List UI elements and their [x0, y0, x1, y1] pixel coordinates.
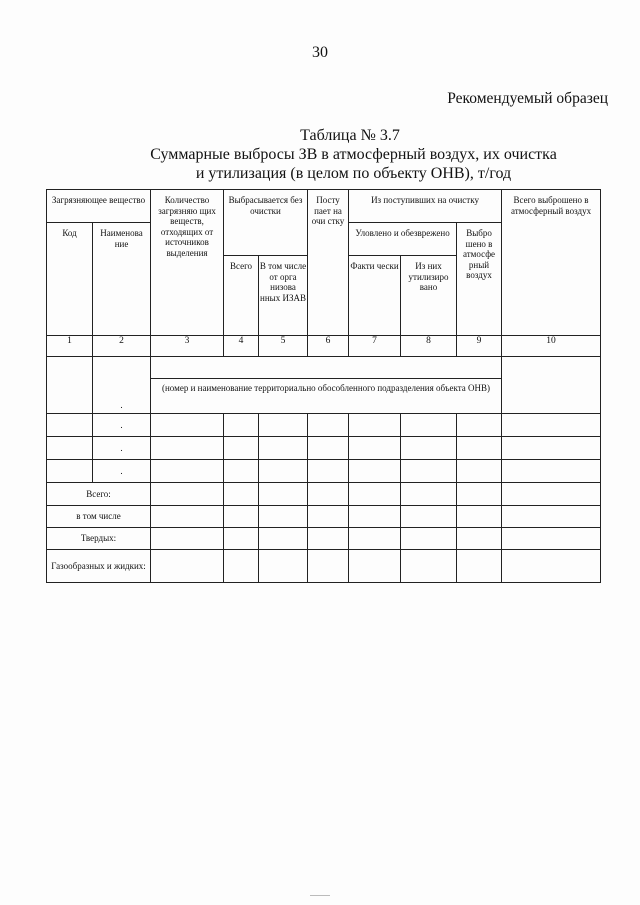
table-cell: [259, 483, 308, 506]
table-cell: [401, 550, 457, 583]
table-cell: [259, 506, 308, 528]
header-pollutant: Загрязняющее вещество: [47, 190, 151, 223]
column-number: 3: [151, 336, 224, 357]
table-cell: [47, 437, 93, 460]
table-cell: [308, 483, 349, 506]
header-emitted-atm: Выбро шено в атмосфе рный воздух: [457, 223, 502, 336]
table-cell: [259, 528, 308, 550]
table-cell: [349, 414, 401, 437]
table-cell: [308, 414, 349, 437]
table-cell: [502, 414, 601, 437]
column-number: 7: [349, 336, 401, 357]
table-cell: [47, 414, 93, 437]
table-cell: [151, 414, 224, 437]
header-actual: Факти чески: [349, 256, 401, 336]
table-cell: [224, 460, 259, 483]
table-cell: [502, 437, 601, 460]
table-cell: [401, 528, 457, 550]
table-cell: [349, 550, 401, 583]
table-cell: [401, 437, 457, 460]
table-cell: [151, 460, 224, 483]
scan-mark: [310, 895, 330, 896]
sample-label: Рекомендуемый образец: [447, 90, 608, 107]
header-to-cleaning: Посту пает на очи стку: [308, 190, 349, 336]
table-cell: [401, 506, 457, 528]
table-cell: [308, 460, 349, 483]
table-cell: .: [93, 357, 151, 414]
table-cell: [308, 506, 349, 528]
header-incl-org: В том числе от орга низова нных ИЗАВ: [259, 256, 308, 336]
column-number: 6: [308, 336, 349, 357]
table-number: Таблица № 3.7: [300, 127, 400, 144]
table-cell: [151, 357, 502, 379]
table-cell: [349, 483, 401, 506]
table-cell: [151, 528, 224, 550]
table-cell: [401, 460, 457, 483]
subdivision-note: (номер и наименование территориально обособленного подразделения объекта ОНВ): [151, 379, 502, 414]
table-cell: [224, 414, 259, 437]
table-title-line-2: и утилизация (в целом по объекту ОНВ), т/год: [195, 165, 512, 182]
header-code: Код: [47, 223, 93, 336]
summary-solid-label: Твердых:: [47, 528, 151, 550]
table-title-line-1: Суммарные выбросы ЗВ в атмосферный воздух, их очистка: [150, 146, 557, 163]
table-cell: [457, 437, 502, 460]
table-cell: [457, 506, 502, 528]
column-number: 5: [259, 336, 308, 357]
header-emitted-no-cleaning: Выбрасывается без очистки: [224, 190, 308, 256]
table-cell: [349, 437, 401, 460]
table-cell: [502, 357, 601, 414]
table-cell: [457, 550, 502, 583]
header-total: Всего: [224, 256, 259, 336]
column-number: 8: [401, 336, 457, 357]
table-cell: [259, 460, 308, 483]
table-cell: [308, 528, 349, 550]
table-cell: [457, 528, 502, 550]
table-cell: [457, 460, 502, 483]
table-cell: [502, 506, 601, 528]
column-number: 1: [47, 336, 93, 357]
table-cell: [224, 550, 259, 583]
table-cell: [47, 357, 93, 414]
table-cell: [502, 483, 601, 506]
table-cell: [502, 460, 601, 483]
table-cell: [151, 550, 224, 583]
summary-including-label: в том числе: [47, 506, 151, 528]
table-cell: .: [93, 460, 151, 483]
table-cell: [308, 550, 349, 583]
summary-total-label: Всего:: [47, 483, 151, 506]
column-number: 4: [224, 336, 259, 357]
table-cell: [259, 437, 308, 460]
table-cell: [151, 483, 224, 506]
table-cell: [259, 414, 308, 437]
table-cell: [457, 483, 502, 506]
table-cell: [224, 506, 259, 528]
column-number: 10: [502, 336, 601, 357]
emissions-table: [46, 189, 601, 583]
table-title: [0, 145, 640, 183]
table-cell: [457, 414, 502, 437]
table-cell: [308, 437, 349, 460]
table-cell: [502, 550, 601, 583]
column-number: 9: [457, 336, 502, 357]
table-cell: [151, 506, 224, 528]
table-cell: [224, 437, 259, 460]
table-cell: [349, 528, 401, 550]
table-cell: .: [93, 437, 151, 460]
header-total-atm: Всего выброшено в атмосферный воздух: [502, 190, 601, 336]
table-cell: [349, 506, 401, 528]
column-number: 2: [93, 336, 151, 357]
header-name: Наименова ние: [93, 223, 151, 336]
table-cell: [349, 460, 401, 483]
table-cell: [224, 528, 259, 550]
table-cell: [401, 414, 457, 437]
header-from-cleaning: Из поступивших на очистку: [349, 190, 502, 223]
table-cell: [47, 460, 93, 483]
table-cell: [259, 550, 308, 583]
table-cell: .: [93, 414, 151, 437]
header-quantity: Количество загрязняю щих веществ, отходящих от источников выделения: [151, 190, 224, 336]
page-number: 30: [312, 44, 328, 61]
summary-gas-liquid-label: Газообразных и жидких:: [47, 550, 151, 583]
table-cell: [401, 483, 457, 506]
header-caught: Уловлено и обезврежено: [349, 223, 457, 256]
table-cell: [224, 483, 259, 506]
table-cell: [502, 528, 601, 550]
header-utilized: Из них утилизиро вано: [401, 256, 457, 336]
table-cell: [151, 437, 224, 460]
